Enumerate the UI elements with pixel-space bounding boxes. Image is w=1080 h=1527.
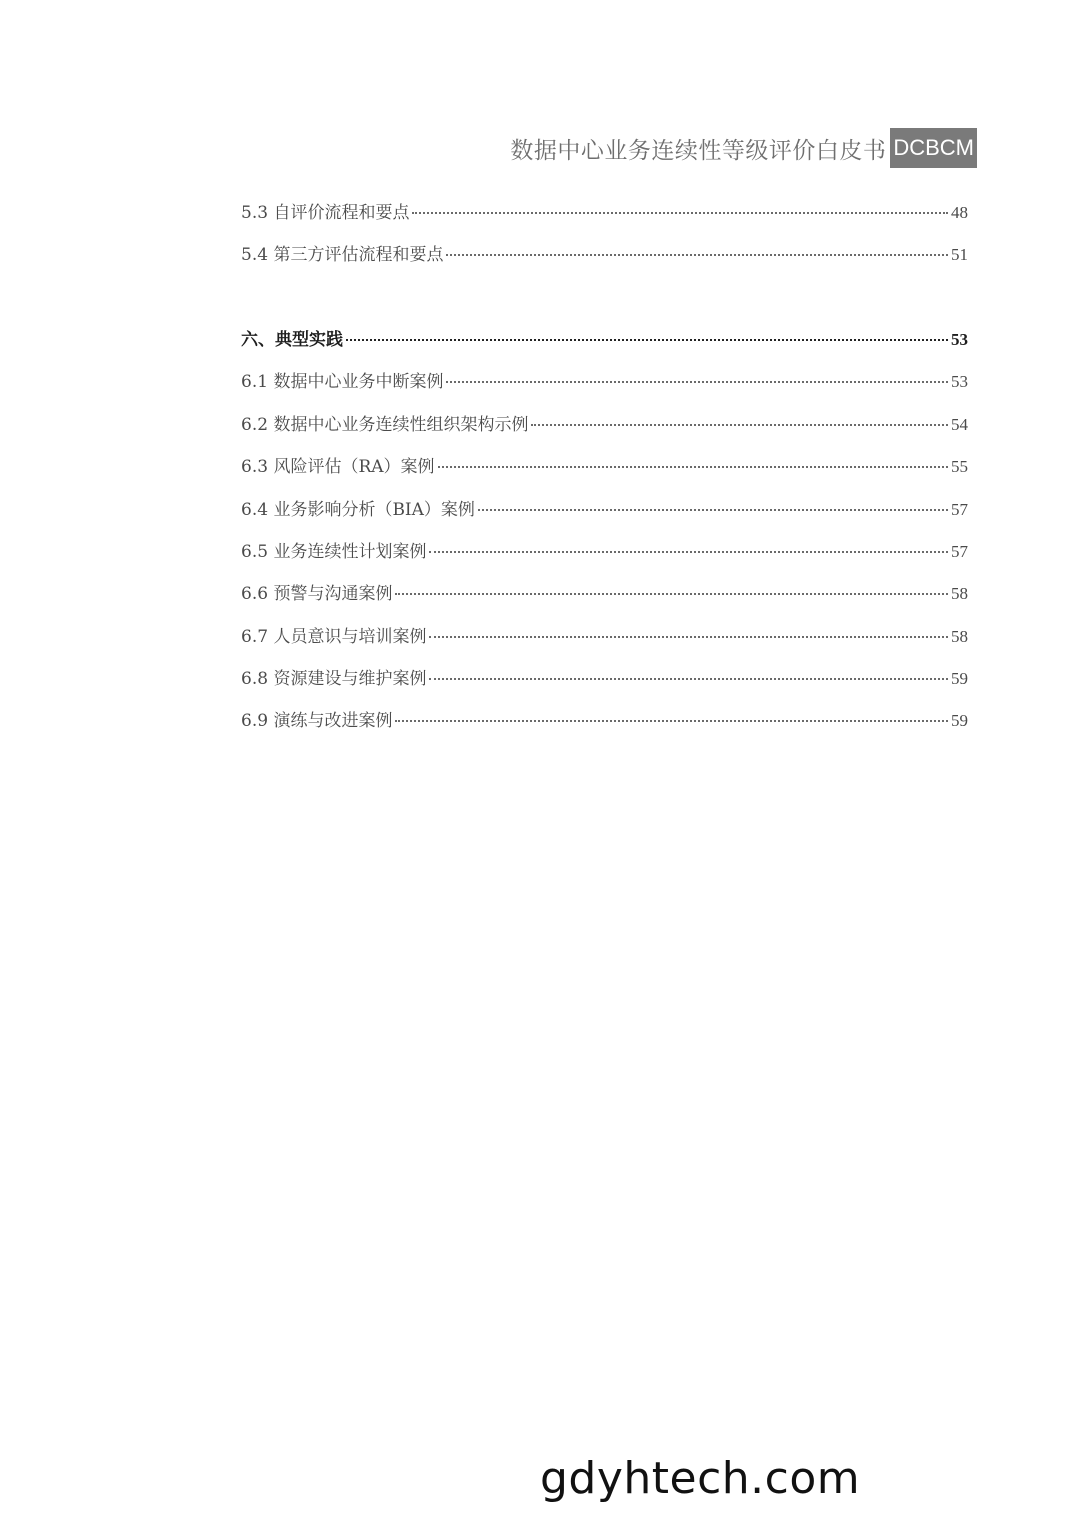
- toc-entry-page: 59: [951, 711, 968, 730]
- toc-entry-6-7[interactable]: [241, 622, 968, 648]
- toc-entry-label: 6.5 业务连续性计划案例: [241, 542, 427, 562]
- toc-entry-page: 53: [951, 330, 968, 349]
- toc-entry-5-3[interactable]: [241, 198, 968, 224]
- toc-entry-6-8[interactable]: [241, 664, 968, 690]
- toc-entry-page: 57: [951, 500, 968, 519]
- toc-entry-6-5[interactable]: [241, 537, 968, 563]
- page-header: [510, 128, 977, 168]
- toc-chapter-label: 六、典型实践: [241, 330, 343, 350]
- document-title: 数据中心业务连续性等级评价白皮书: [510, 137, 887, 164]
- dot-leader: [478, 509, 948, 511]
- toc-entry-page: 53: [951, 372, 968, 391]
- toc-entry-label: 6.2 数据中心业务连续性组织架构示例: [241, 415, 529, 435]
- toc-entry-label: 5.3 自评价流程和要点: [241, 203, 410, 223]
- toc-entry-label: 6.7 人员意识与培训案例: [241, 627, 427, 647]
- toc-entry-6-3[interactable]: [241, 452, 968, 478]
- toc-entry-label: 6.6 预警与沟通案例: [241, 584, 393, 604]
- toc-entry-6-4[interactable]: [241, 495, 968, 521]
- toc-entry-page: 58: [951, 627, 968, 646]
- toc-entry-label: 6.9 演练与改进案例: [241, 711, 393, 731]
- toc-entry-6-9[interactable]: [241, 706, 968, 732]
- toc-entry-label: 5.4 第三方评估流程和要点: [241, 245, 444, 265]
- toc-entry-6-2[interactable]: [241, 410, 968, 436]
- toc-entry-label: 6.3 风险评估（RA）案例: [241, 457, 435, 477]
- dot-leader: [429, 636, 948, 638]
- dot-leader: [395, 593, 948, 595]
- toc-entry-6-1[interactable]: [241, 367, 968, 393]
- toc-entry-page: 51: [951, 245, 968, 264]
- toc-entry-5-4[interactable]: [241, 240, 968, 266]
- toc-entry-page: 54: [951, 415, 968, 434]
- dot-leader: [429, 551, 948, 553]
- dot-leader: [531, 424, 948, 426]
- toc-entry-page: 57: [951, 542, 968, 561]
- toc-entry-page: 58: [951, 584, 968, 603]
- toc-entry-label: 6.8 资源建设与维护案例: [241, 669, 427, 689]
- dot-leader: [446, 254, 948, 256]
- dot-leader: [429, 678, 948, 680]
- toc-entry-label: 6.4 业务影响分析（BIA）案例: [241, 500, 475, 520]
- site-watermark: gdyhtech.com: [540, 1453, 861, 1504]
- toc-entry-page: 59: [951, 669, 968, 688]
- document-badge: DCBCM: [890, 128, 977, 168]
- toc-entry-6-6[interactable]: [241, 579, 968, 605]
- dot-leader: [438, 466, 948, 468]
- dot-leader: [412, 212, 948, 214]
- dot-leader: [346, 339, 948, 341]
- toc-entry-page: 55: [951, 457, 968, 476]
- toc-entry-page: 48: [951, 203, 968, 222]
- dot-leader: [446, 381, 948, 383]
- toc-entry-label: 6.1 数据中心业务中断案例: [241, 372, 444, 392]
- toc-chapter-6[interactable]: [241, 325, 968, 351]
- dot-leader: [395, 720, 948, 722]
